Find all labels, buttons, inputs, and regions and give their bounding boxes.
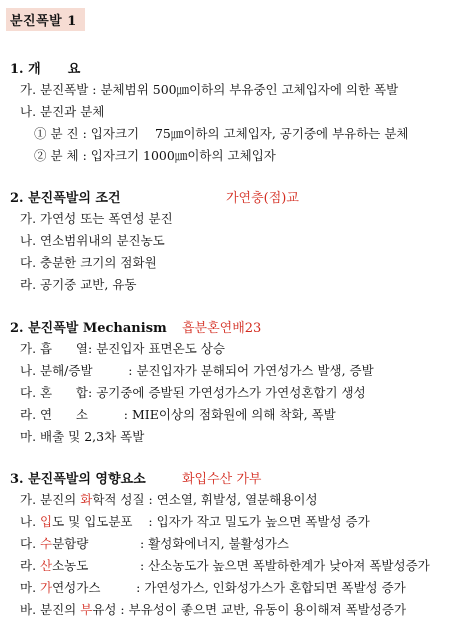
section-2-line-1: 가. 가연성 또는 폭연성 분진	[20, 211, 173, 226]
section-2-heading: 2. 분진폭발의 조건	[10, 191, 121, 206]
section-1-line-1: 가. 분진폭발 : 분체범위 500㎛이하의 부유중인 고체입자에 의한 폭발	[20, 82, 399, 97]
section-1-line-3: ① 분 진 : 입자크기 75㎛이하의 고체입자, 공기중에 부유하는 분체	[34, 126, 409, 141]
factor-line-2	[20, 512, 370, 530]
factor-key-char: 가	[40, 580, 53, 595]
section-mechanism-mnemonic: 흡분혼연배23	[182, 321, 262, 336]
section-2-line-2: 나. 연소범위내의 분진농도	[20, 233, 165, 248]
factor-line-6	[20, 600, 406, 618]
factor-prefix: 다.	[20, 536, 41, 551]
factor-key-char: 부	[80, 602, 93, 617]
factor-rest: 연성가스 : 가연성가스, 인화성가스가 혼합되면 폭발성 증가	[52, 580, 406, 595]
mechanism-line-3: 다. 혼 합: 공기중에 증발된 가연성가스가 가연성혼합기 생성	[20, 385, 366, 400]
factor-prefix: 가. 분진의	[20, 492, 81, 507]
factor-key-char: 수	[40, 536, 53, 551]
factor-key-char: 화	[80, 492, 93, 507]
section-3-heading: 3. 분진폭발의 영향요소	[10, 472, 146, 487]
section-3-mnemonic: 화입수산 가부	[182, 472, 262, 487]
section-2-line-3: 다. 충분한 크기의 점화원	[20, 255, 157, 270]
section-1-line-2: 나. 분진과 분체	[20, 104, 105, 119]
mechanism-line-1: 가. 흡 열: 분진입자 표면온도 상승	[20, 341, 225, 356]
factor-key-char: 산	[40, 558, 53, 573]
factor-line-1	[20, 490, 318, 508]
factor-rest: 분함량 : 활성화에너지, 불활성가스	[52, 536, 289, 551]
factor-rest: 도 및 입도분포 : 입자가 작고 밀도가 높으면 폭발성 증가	[52, 514, 370, 529]
factor-prefix: 마.	[20, 580, 41, 595]
mechanism-line-2: 나. 분해/증발 : 분진입자가 분해되어 가연성가스 발생, 증발	[20, 363, 374, 378]
section-2-line-4: 라. 공기중 교반, 유동	[20, 277, 137, 292]
factor-key-char: 입	[40, 514, 53, 529]
factor-rest: 유성 : 부유성이 좋으면 교반, 유동이 용이해져 폭발성증가	[92, 602, 407, 617]
factor-line-5	[20, 578, 406, 596]
mechanism-line-4: 라. 연 소 : MIE이상의 점화원에 의해 착화, 폭발	[20, 407, 336, 422]
factor-line-4	[20, 556, 430, 574]
factor-rest: 소농도 : 산소농도가 높으면 폭발하한계가 낮아져 폭발성증가	[52, 558, 430, 573]
factor-rest: 학적 성질 : 연소열, 휘발성, 열분해용이성	[92, 492, 318, 507]
mechanism-line-5: 마. 배출 및 2,3차 폭발	[20, 429, 145, 444]
factor-prefix: 바. 분진의	[20, 602, 81, 617]
factor-prefix: 라.	[20, 558, 41, 573]
factor-prefix: 나.	[20, 514, 41, 529]
section-1-heading: 1. 개 요	[10, 62, 81, 77]
factor-line-3	[20, 534, 289, 552]
section-mechanism-heading: 2. 분진폭발 Mechanism	[10, 321, 167, 336]
document-title: 분진폭발 1	[6, 8, 85, 31]
section-1-line-4: ② 분 체 : 입자크기 1000㎛이하의 고체입자	[34, 148, 276, 163]
section-2-mnemonic: 가연충(점)교	[226, 191, 299, 206]
